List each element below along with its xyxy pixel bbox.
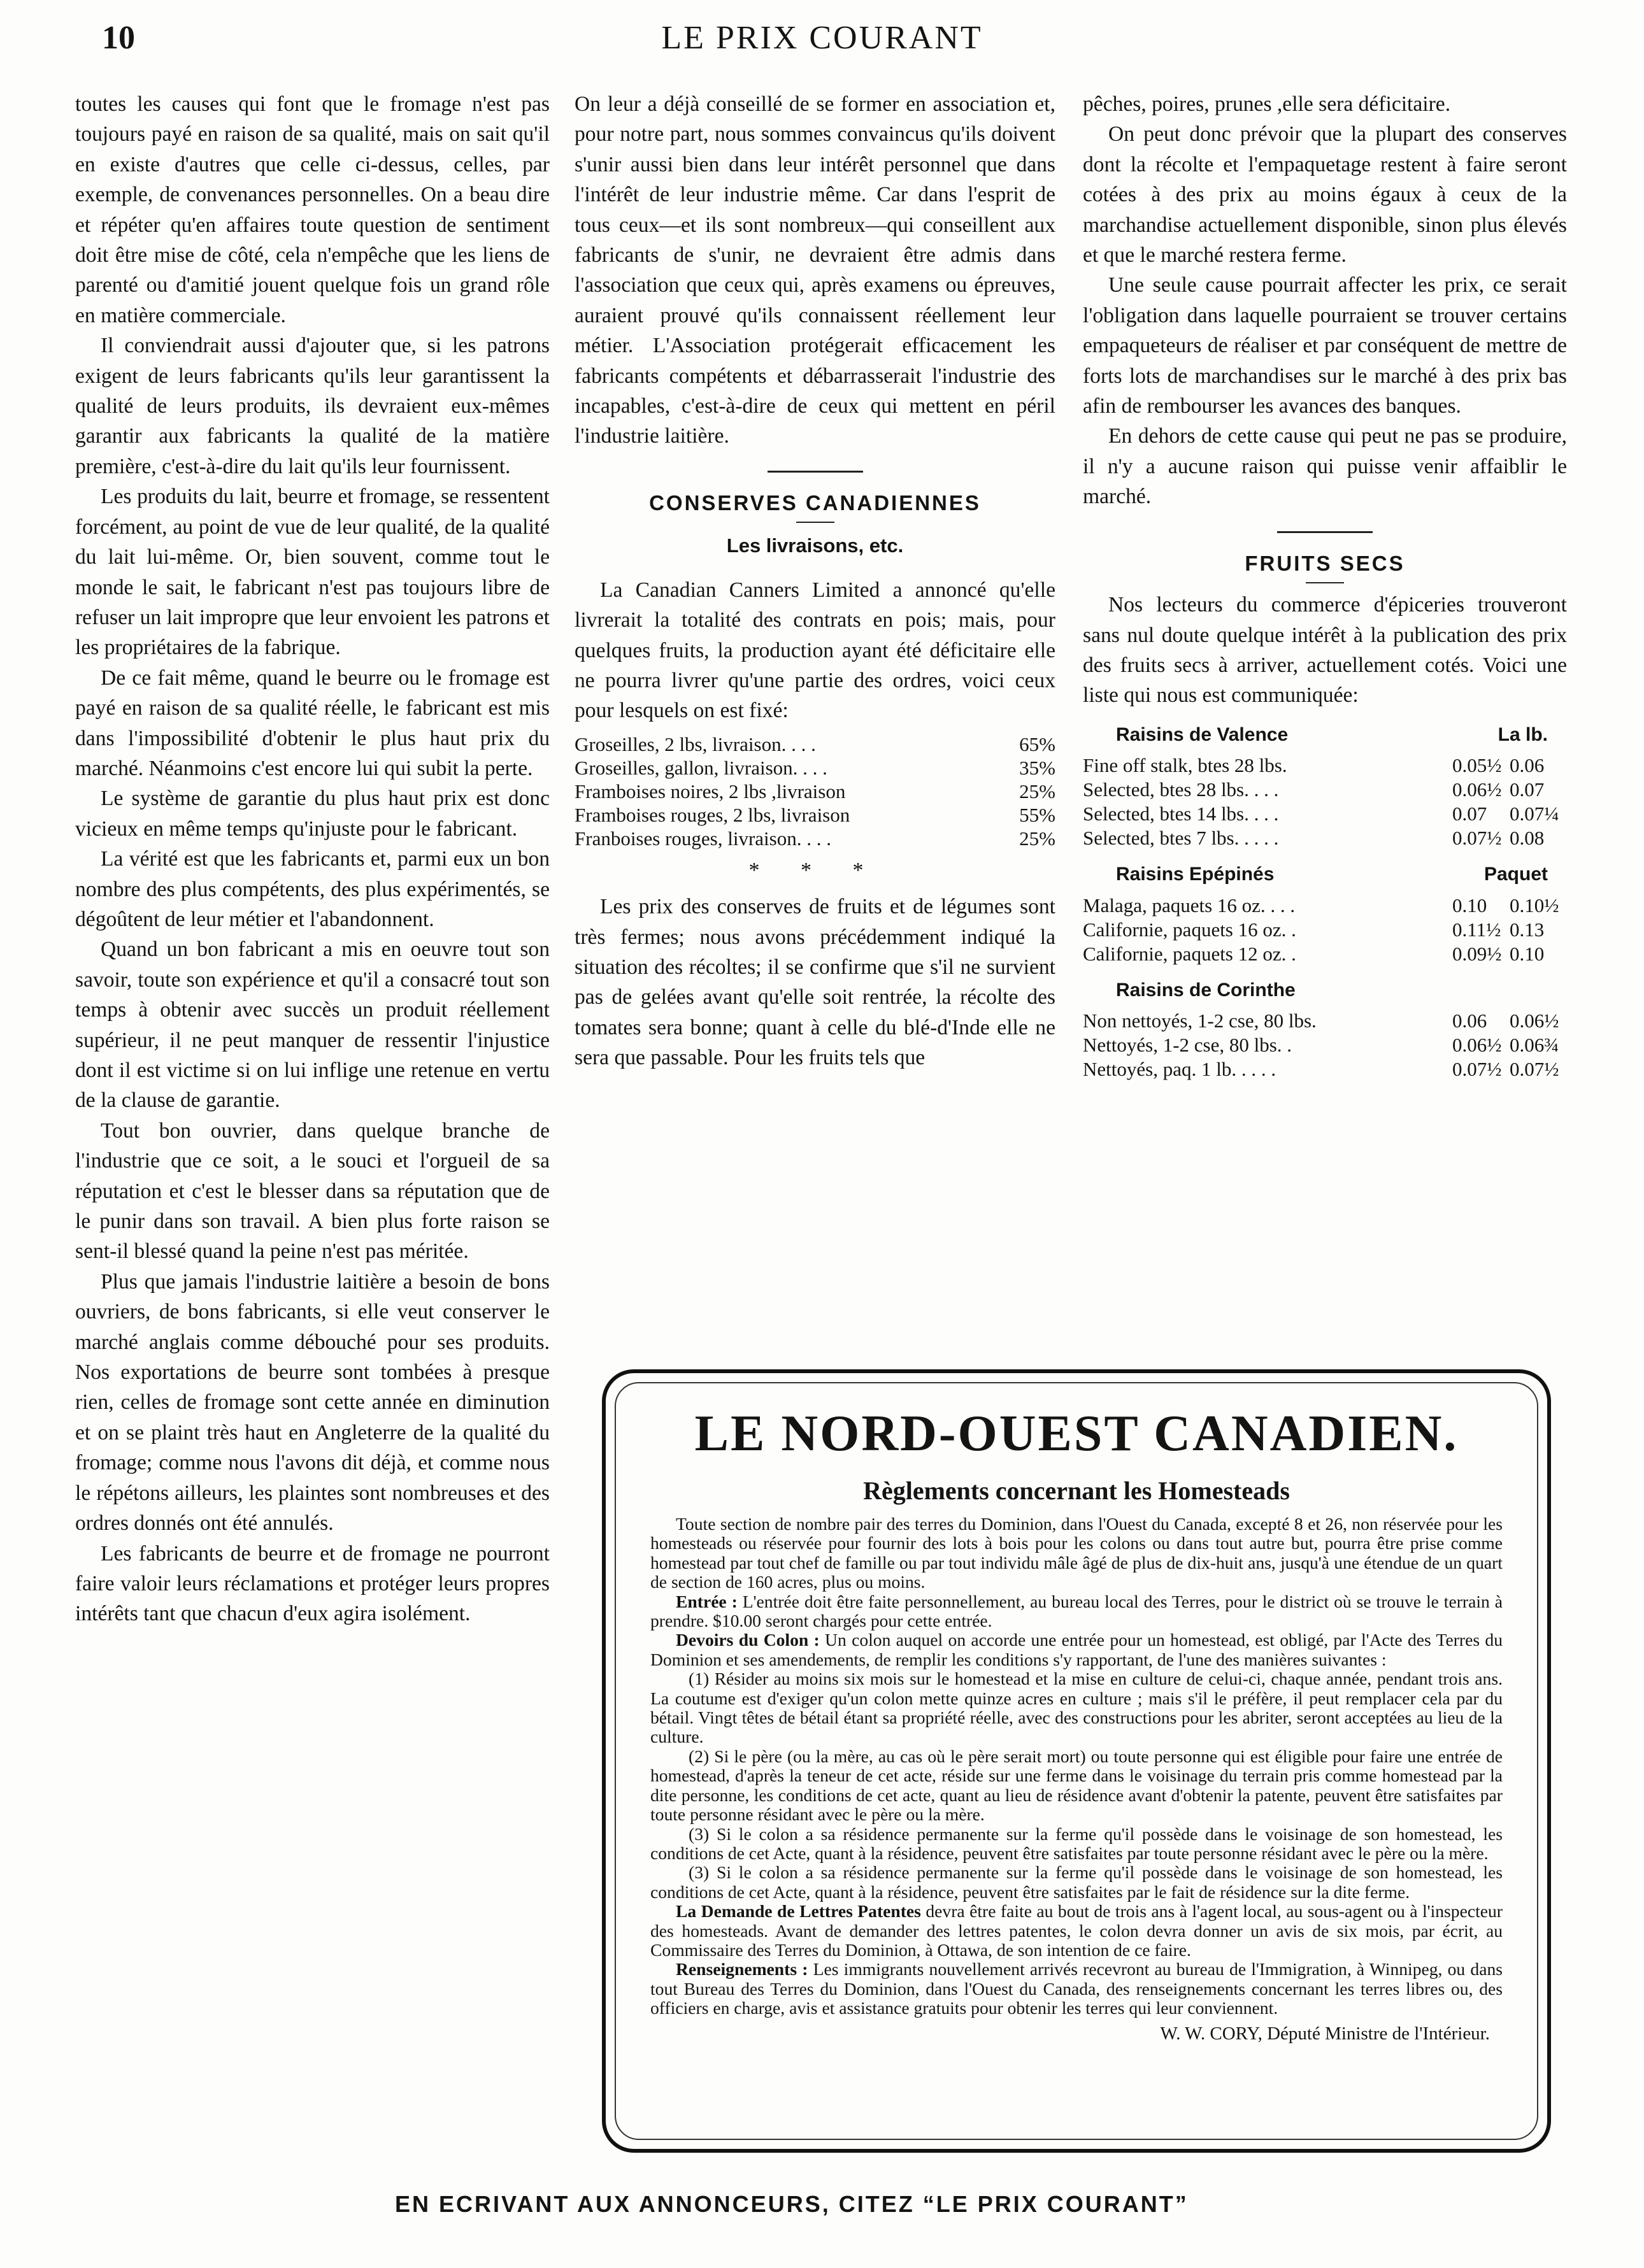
paragraph: La Canadian Canners Limited a annoncé qu'elle livrerait la totalité des contrats en pois; mais, pour quelques fruits, la production ayant été déficitaire elle ne pourra livrer qu'une partie des ordres, voici ceux pour lesquels on est fixé:: [575, 578, 1055, 723]
table-row: [1083, 1033, 1567, 1057]
price-high: 0.06½: [1510, 1009, 1559, 1032]
ad-condition: (3) Si le colon a sa résidence permanente sur la ferme qu'il possède dans le voisinage de son homestead, les conditions de cet Acte, quant à la résidence, peuvent être satisfaites par toute personne résidant avec le père ou la mère.: [650, 1823, 1503, 1863]
ad-condition: (1) Résider au moins six mois sur le homestead et la mise en culture de celui-ci, chaque année, pendant trois ans. La coutume est d'exiger qu'un colon mette quinze acres en culture ; mais s'il le préfère, il peut remplacer cela par du bétail. Vingt têtes de bétail étant sa propriété réelle, avec des constructions pour les abriter, seront acceptées au lieu de la culture.: [650, 1669, 1503, 1747]
table-row: [1083, 1057, 1567, 1081]
item-label: Nettoyés, paq. 1 lb. . . . .: [1083, 1057, 1276, 1080]
price-high: 0.08: [1510, 827, 1545, 850]
item-label: Selected, btes 28 lbs. . . .: [1083, 778, 1279, 801]
table-row: [575, 732, 1055, 756]
price-low: 0.06½: [1452, 1033, 1502, 1056]
heading-rule: [1306, 582, 1344, 583]
table-row: [575, 803, 1055, 827]
paragraph: Il conviendrait aussi d'ajouter que, si les patrons exigent de leurs fabricants qu'ils leur garantissent la qualité de leurs produits, ils devraient eux-mêmes garantir aux fabricants la qualité de la matière première, c'est-à-dire du lait qu'ils leur fournissent.: [75, 334, 550, 478]
section-divider: [1277, 531, 1373, 533]
ad-body: [631, 1515, 1522, 2018]
item-label: Franboises rouges, livraison. . . .: [575, 827, 831, 850]
price-table: [1083, 753, 1567, 850]
table-row: [1083, 802, 1567, 826]
group-title: Raisins Epépinés: [1116, 864, 1275, 885]
paragraph: Tout bon ouvrier, dans quelque branche de l'industrie que ce soit, a le souci et l'orgueil de sa réputation et c'est le blesser dans sa réputation que de le punir dans son travail. A bien plus forte raison se sent-il blessé quand la peine n'est pas méritée.: [75, 1118, 550, 1264]
item-label: Fine off stalk, btes 28 lbs.: [1083, 754, 1287, 777]
heading-rule: [796, 522, 834, 523]
item-label: Groseilles, 2 lbs, livraison. . . .: [575, 732, 816, 755]
ad-subtitle: Règlements concernant les Homesteads: [863, 1476, 1290, 1505]
paragraph: toutes les causes qui font que le fromage n'est pas toujours payé en raison de sa qualité, mais on sait qu'il en existe d'autres que celle ci-dessus, celles, par exemple, de convenances personnelles. On a beau dire et répéter qu'en affaires toute question de sentiment doit être mise de côté, cela n'empêche que les liens de parenté ou d'amitié jouent quelque fois un grand rôle en matière commerciale.: [75, 92, 550, 327]
item-label: Californie, paquets 16 oz. .: [1083, 918, 1296, 941]
item-value: 55%: [1019, 803, 1055, 826]
ad-title: LE NORD-OUEST CANADIEN.: [694, 1406, 1459, 1462]
price-high: 0.07½: [1510, 1057, 1559, 1080]
deliveries-table: [575, 732, 1055, 850]
asterism: * * *: [748, 858, 882, 882]
price-table: [1083, 1009, 1567, 1081]
table-row: [1083, 894, 1567, 918]
ad-intro: Toute section de nombre pair des terres du Dominion, dans l'Ouest du Canada, excepté 8 et 26, non réservée pour les homesteads ou réservée pour fournir des lots à bois pour les colons ou dans tout autre but, pourra être prise comme homestead par tout chef de famille ou par tout individu mâle âgé de plus de dix-huit ans, jusqu'à une étendue de un quart de section de 160 acres, plus ou moins.: [650, 1514, 1503, 1592]
item-label: Nettoyés, 1-2 cse, 80 lbs. .: [1083, 1033, 1292, 1056]
column-1: [75, 89, 550, 1629]
ad-condition: (2) Si le père (ou la mère, au cas où le père serait mort) ou toute personne qui est éligible pour faire une entrée de homestead, d'après la teneur de cet acte, réside sur une ferme dans le voisinage du terrain pris comme homestead par la dite personne, les conditions de cet acte, quant au lieu de résidence avant d'obtenir la patente, peuvent être satisfaites par toute personne résidant avec le père ou la mère.: [650, 1746, 1503, 1825]
paragraph: On peut donc prévoir que la plupart des conserves dont la récolte et l'empaquetage restent à faire seront cotées à des prix au moins égaux à ceux de la marchandise actuellement disponible, sinon plus élevés et que le marché restera ferme.: [1083, 122, 1567, 267]
ad-signature: W. W. CORY, Député Ministre de l'Intérieur.: [1160, 2023, 1490, 2044]
running-title: LE PRIX COURANT: [661, 20, 983, 56]
table-row: [1083, 826, 1567, 850]
item-value: 25%: [1019, 827, 1055, 850]
ad-demande-text: devra être faite au bout de trois ans à l'agent local, au sous-agent ou à l'inspecteur des homesteads. Avant de demander des lettres patentes, le colon devra donner un avis de six mois, par écrit, au Commissaire des Terres du Dominion, à Ottawa, de son intention de ce faire.: [650, 1901, 1503, 1960]
ad-entree-text: L'entrée doit être faite personnellement, au bureau local des Terres, pour le district où se trouve le terrain à prendre. $10.00 seront chargés pour cette entrée.: [650, 1591, 1503, 1631]
paragraph: Les prix des conserves de fruits et de légumes sont très fermes; nous avons précédemment indiqué la situation des récoltes; il se confirme que s'il ne survient pas de gelées avant qu'elle soit rentrée, la récolte des tomates sera bonne; quant à celle du blé-d'Inde elle ne sera que passable. Pour les fruits tels que: [575, 895, 1055, 1070]
price-high: 0.10: [1510, 942, 1545, 965]
price-low: 0.11½: [1452, 918, 1501, 941]
price-low: 0.06½: [1452, 778, 1502, 801]
ad-demande: [650, 1902, 1503, 1960]
item-label: Framboises noires, 2 lbs ,livraison: [575, 780, 846, 802]
column-2: [575, 89, 1055, 1073]
ad-devoirs-text: Un colon auquel on accorde une entrée pour un homestead, est obligé, par l'Acte des Terres du Dominion et ses amendements, de remplir les conditions s'y rapportant, de l'une des manières suivantes :: [650, 1630, 1503, 1669]
ad-entree-label: Entrée :: [676, 1591, 738, 1611]
group-unit: Paquet: [1483, 864, 1548, 885]
paragraph: En dehors de cette cause qui peut ne pas se produire, il n'y a aucune raison qui puisse venir affaiblir le marché.: [1083, 424, 1567, 509]
group-title: Raisins de Valence: [1116, 724, 1289, 745]
ad-renseignements-label: Renseignements :: [676, 1959, 808, 1979]
section-heading: CONSERVES CANADIENNES: [649, 490, 981, 515]
ad-condition: (3) Si le colon a sa résidence permanente sur la ferme qu'il possède dans le voisinage de son homestead, les conditions de cet Acte, quant à la résidence, peuvent être satisfaites par le fait de résidence sur la dite ferme.: [650, 1862, 1503, 1902]
table-row: [575, 827, 1055, 850]
page-number: 10: [102, 20, 135, 56]
ad-devoirs-label: Devoirs du Colon :: [676, 1630, 820, 1650]
page-footer: EN ECRIVANT AUX ANNONCEURS, CITEZ “LE PRIX COURANT”: [395, 2191, 1189, 2217]
group-title: Raisins de Corinthe: [1116, 979, 1296, 1001]
price-high: 0.07¼: [1510, 802, 1559, 825]
item-label: Groseilles, gallon, livraison. . . .: [575, 756, 827, 779]
column-3: [1083, 89, 1567, 1081]
table-row: [1083, 942, 1567, 966]
paragraph: Les produits du lait, beurre et fromage, se ressentent forcément, au point de vue de leur qualité, de la qualité du lait lui-même. Or, bien souvent, comme tout le monde le sait, le fabricant n'est pas toujours libre de refuser un lait impropre que leur envoient les patrons et les propriétaires de la fabrique.: [75, 485, 550, 660]
group-unit: La lb.: [1497, 724, 1548, 745]
item-label: Non nettoyés, 1-2 cse, 80 lbs.: [1083, 1009, 1317, 1032]
paragraph: La vérité est que les fabricants et, parmi eux un bon nombre des plus compétents, des plus expérimentés, se dégoûtent de leur métier et l'abandonnent.: [75, 847, 550, 931]
table-row: [575, 780, 1055, 803]
price-low: 0.07½: [1452, 1057, 1502, 1080]
paragraph: On leur a déjà conseillé de se former en association et, pour notre part, nous sommes convaincus qu'ils doivent s'unir aussi bien dans leur intérêt personnel que dans l'intérêt de leur industrie même. Car dans l'esprit de tous ceux—et ils sont nombreux—qui conseillent aux fabricants de s'unir, ne devraient être admis dans l'association que ceux qui, après examens ou épreuves, auraient prouvé qu'ils connaissent réellement leur métier. L'Association protégerait efficacement les fabricants compétents et débarrasserait l'industrie des incapables, c'est-à-dire de ceux qui mettent en péril l'industrie laitière.: [575, 92, 1055, 448]
ad-devoirs: [650, 1630, 1503, 1669]
paragraph: Les fabricants de beurre et de fromage ne pourront faire valoir leurs réclamations et protéger leurs propres intérêts tant que chacun d'eux agira isolément.: [75, 1541, 550, 1626]
price-group-header: [1116, 975, 1548, 1005]
item-label: Selected, btes 14 lbs. . . .: [1083, 802, 1279, 825]
ad-demande-label: La Demande de Lettres Patentes: [676, 1901, 921, 1922]
table-row: [1083, 753, 1567, 778]
price-table: [1083, 894, 1567, 966]
table-row: [1083, 918, 1567, 942]
table-row: [1083, 1009, 1567, 1033]
table-row: [575, 756, 1055, 780]
price-low: 0.09½: [1452, 942, 1502, 965]
price-high: 0.06¾: [1510, 1033, 1559, 1056]
price-low: 0.10: [1452, 894, 1487, 916]
price-high: 0.07: [1510, 778, 1545, 801]
paragraph: Le système de garantie du plus haut prix est donc vicieux en même temps qu'injuste pour le fabricant.: [75, 787, 550, 841]
item-value: 35%: [1019, 756, 1055, 779]
section-heading: FRUITS SECS: [1245, 551, 1405, 575]
price-low: 0.07½: [1452, 827, 1502, 850]
item-label: Malaga, paquets 16 oz. . . .: [1083, 894, 1296, 916]
price-low: 0.07: [1452, 802, 1487, 825]
advertisement-box: [602, 1369, 1551, 2153]
price-group-header: [1116, 859, 1548, 889]
item-label: Selected, btes 7 lbs. . . . .: [1083, 827, 1279, 850]
paragraph: pêches, poires, prunes ,elle sera déficitaire.: [1083, 92, 1451, 116]
price-group-header: [1116, 720, 1548, 750]
item-value: 25%: [1019, 780, 1055, 802]
price-high: 0.06: [1510, 754, 1545, 777]
table-row: [1083, 778, 1567, 802]
item-label: Framboises rouges, 2 lbs, livraison: [575, 803, 850, 826]
ad-entree: [650, 1592, 1503, 1631]
paragraph: Plus que jamais l'industrie laitière a besoin de bons ouvriers, de bons fabricants, si elle veut conserver le marché anglais comme débouché pour ses produits. Nos exportations de beurre sont tombées à presque rien, celles de fromage sont cette année en diminution et on se plaint très haut en Angleterre de la qualité du fromage; comme nous l'avons dit déjà, et comme nous le répétons ailleurs, les plaintes sont nombreuses et des ordres donnés ont été annulés.: [75, 1269, 550, 1536]
paragraph: Quand un bon fabricant a mis en oeuvre tout son savoir, toute son expérience et qu'il a consacré tout son temps à obtenir avec succès un produit réellement supérieur, il ne peut manquer de ressentir l'injustice dont il est victime si on lui inflige une retenue en vertu de la clause de garantie.: [75, 938, 550, 1113]
price-high: 0.13: [1510, 918, 1545, 941]
price-low: 0.06: [1452, 1009, 1487, 1032]
ad-renseignements-text: Les immigrants nouvellement arrivés recevront au bureau de l'Immigration, à Winnipeg, ou dans tout Bureau des Terres du Dominion, dans l'Ouest du Canada, des renseignements concernant les terres libres ou, des officiers en charge, avis et assistance gratuits pour obtenir les terres qui leur conviennent.: [650, 1959, 1503, 2018]
section-subheading: Les livraisons, etc.: [726, 534, 904, 557]
item-label: Californie, paquets 12 oz. .: [1083, 942, 1296, 965]
paragraph: De ce fait même, quand le beurre ou le fromage est payé en raison de sa qualité réelle, le fabricant est mis dans l'impossibilité d'obtenir le plus haut prix du marché. Néanmoins c'est encore lui qui subit la perte.: [75, 666, 550, 780]
paragraph: Nos lecteurs du commerce d'épiceries trouveront sans nul doute quelque intérêt à la publication des prix des fruits secs à arriver, actuellement cotés. Voici une liste qui nous est communiquée:: [1083, 593, 1567, 708]
price-low: 0.05½: [1452, 754, 1502, 777]
section-divider: [768, 471, 863, 473]
item-value: 65%: [1019, 732, 1055, 755]
paragraph: Une seule cause pourrait affecter les prix, ce serait l'obligation dans laquelle pourraient se trouver certains empaqueteurs de réaliser et par conséquent de mettre de forts lots de marchandises sur le marché à des prix bas afin de rembourser les avances des banques.: [1083, 273, 1567, 418]
price-high: 0.10½: [1510, 894, 1559, 916]
ad-renseignements: [650, 1960, 1503, 2018]
